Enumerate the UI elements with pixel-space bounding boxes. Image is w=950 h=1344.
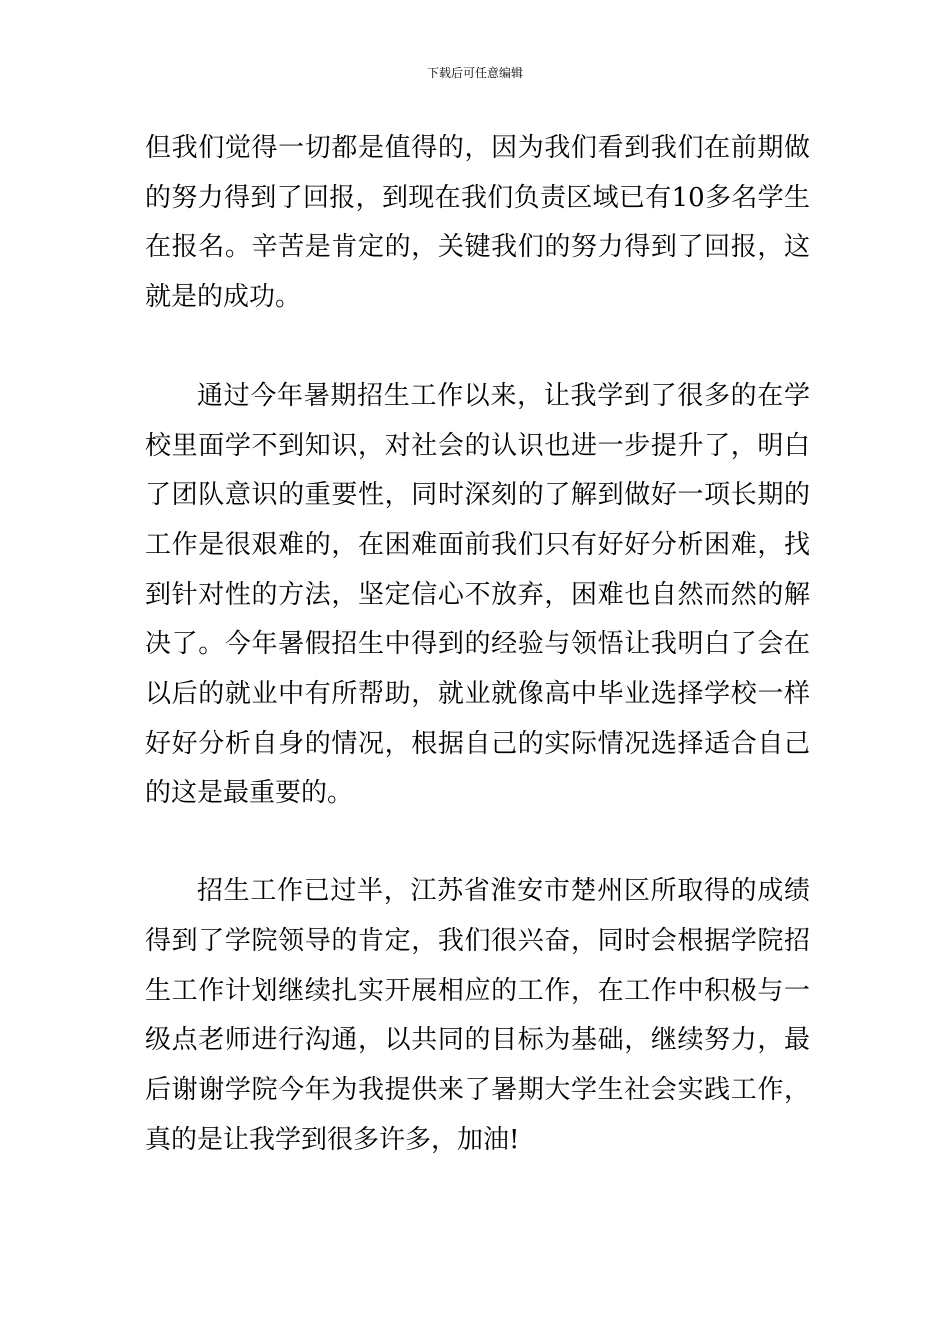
header-note: 下载后可任意编辑	[426, 66, 523, 80]
document-body	[145, 124, 810, 1165]
paragraph-1: 但我们觉得一切都是值得的，因为我们看到我们在前期做的努力得到了回报，到现在我们负责区域已有10多名学生在报名。辛苦是肯定的，关键我们的努力得到了回报，这就是的成功。	[145, 133, 810, 313]
paragraph-2: 通过今年暑期招生工作以来，让我学到了很多的在学校里面学不到知识，对社会的认识也进一步提升了，明白了团队意识的重要性，同时深刻的了解到做好一项长期的工作是很艰难的，在困难面前我们只有好好分析困难，找到针对性的方法，坚定信心不放弃，困难也自然而然的解决了。今年暑假招生中得到的经验与领悟让我明白了会在以后的就业中有所帮助，就业就像高中毕业选择学校一样好好分析自身的情况，根据自己的实际情况选择适合自己的这是最重要的。	[145, 380, 810, 809]
paragraph-3: 招生工作已过半，江苏省淮安市楚州区所取得的成绩得到了学院领导的肯定，我们很兴奋，同时会根据学院招生工作计划继续扎实开展相应的工作，在工作中积极与一级点老师进行沟通，以共同的目标为基础，继续努力，最后谢谢学院今年为我提供来了暑期大学生社会实践工作，真的是让我学到很多许多，加油!	[145, 876, 810, 1155]
